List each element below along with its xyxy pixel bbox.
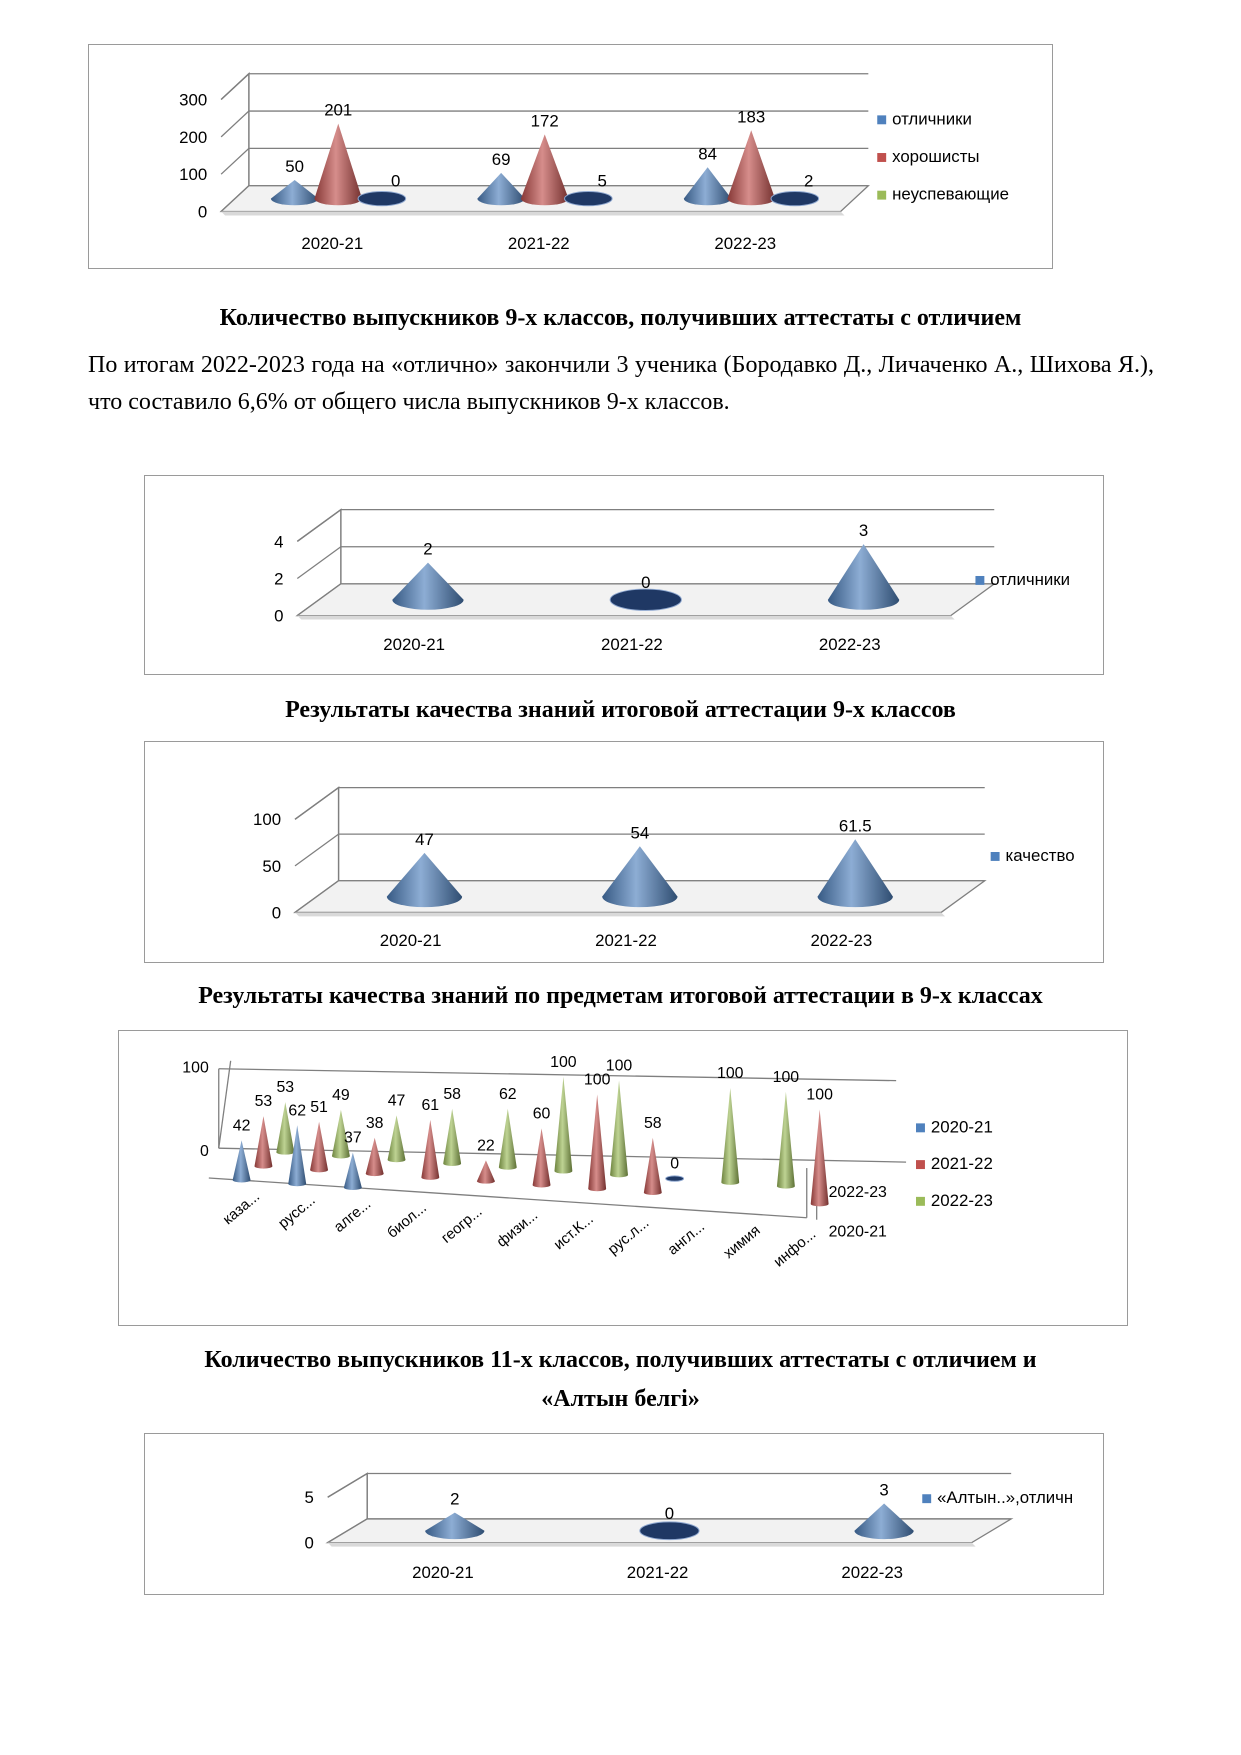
cone-качество: [602, 846, 677, 907]
y-tick-label: 5: [304, 1488, 314, 1508]
heading-11-line2: «Алтын белгі»: [541, 1386, 700, 1412]
chart-floor-edge: [295, 912, 945, 916]
cone-«Алтын..»,отличн: [640, 1522, 699, 1540]
data-label: 100: [583, 1071, 611, 1089]
cone-2021-22: [477, 1160, 495, 1183]
legend-swatch: [877, 115, 886, 124]
cone-2021-22: [421, 1120, 439, 1180]
data-label: 100: [550, 1053, 577, 1071]
chart-floor-edge: [328, 1543, 976, 1547]
x-tick-label: физи...: [494, 1207, 542, 1251]
chart-subjects-9: [118, 1030, 1128, 1326]
heading-11-line1: Количество выпускников 11-х классов, получивших аттестаты с отличием и: [204, 1347, 1037, 1373]
data-label: 3: [858, 521, 869, 541]
data-label: 5: [597, 171, 607, 191]
cone-2022-23: [610, 1080, 628, 1177]
data-label: 22: [477, 1137, 495, 1155]
y-tick-label: 0: [274, 606, 284, 626]
y-tick-label: 200: [179, 127, 208, 147]
data-label: 42: [232, 1117, 251, 1135]
legend-label: отличники: [990, 569, 1071, 589]
cone-неуспевающие: [358, 191, 406, 205]
cone-2022-23: [554, 1077, 572, 1174]
x-tick-label: 2020-21: [379, 931, 442, 951]
data-label: 100: [605, 1057, 633, 1075]
legend-label: «Алтын..»,отличн: [937, 1488, 1074, 1508]
x-tick-label: геогр...: [438, 1203, 486, 1247]
x-tick-label: рус.л...: [605, 1215, 653, 1259]
data-label: 61: [421, 1096, 440, 1114]
y-tick-label: 2: [274, 569, 284, 589]
chart-gridline: [221, 74, 868, 100]
legend-label: неуспевающие: [892, 184, 1010, 204]
x-tick-label: 2020-21: [383, 635, 446, 655]
depth-label: 2022-23: [828, 1183, 887, 1201]
data-label: 49: [332, 1086, 350, 1104]
data-label: 54: [630, 823, 650, 843]
chart-floor-edge: [297, 616, 954, 620]
y-tick-label: 0: [271, 903, 282, 923]
x-tick-label: 2022-23: [818, 635, 881, 655]
legend-swatch: [877, 191, 886, 200]
chart-floor-edge: [221, 212, 844, 216]
data-label: 60: [532, 1105, 551, 1123]
data-label: 62: [288, 1102, 307, 1120]
chart-excellent-9: [144, 475, 1104, 675]
legend-swatch: [916, 1123, 925, 1132]
cone-2021-22: [811, 1109, 829, 1206]
legend-label: отличники: [892, 109, 972, 129]
legend-swatch: [991, 852, 1000, 861]
y-tick-label: 0: [199, 1143, 209, 1161]
cone-2020-21: [233, 1140, 251, 1182]
y-tick-label: 0: [197, 202, 208, 222]
cone-неуспевающие: [771, 191, 819, 205]
data-label: 37: [344, 1129, 362, 1147]
x-tick-label: каза...: [220, 1188, 264, 1229]
data-label: 58: [643, 1114, 662, 1132]
legend-label: качество: [1005, 845, 1075, 865]
data-label: 100: [717, 1065, 744, 1083]
data-label: 0: [670, 1155, 680, 1173]
x-tick-label: русс...: [275, 1192, 319, 1233]
cone-отличники: [828, 544, 899, 610]
data-label: 47: [415, 829, 434, 849]
heading-quality-9: Результаты качества знаний итоговой аттестации 9-х классов: [285, 697, 956, 723]
legend-swatch: [877, 153, 886, 162]
data-label: 69: [491, 149, 511, 169]
legend-swatch: [916, 1197, 925, 1206]
y-tick-label: 0: [304, 1533, 314, 1553]
data-label: 53: [254, 1093, 273, 1111]
cone-2022-23: [666, 1176, 684, 1181]
x-tick-label: 2022-23: [714, 234, 777, 254]
data-label: 51: [310, 1098, 328, 1116]
chart5-svg: [145, 1434, 1103, 1594]
data-label: 201: [324, 100, 353, 120]
legend-label: 2020-21: [930, 1117, 993, 1137]
x-tick-label: 2022-23: [810, 931, 873, 951]
y-tick-label: 300: [179, 90, 208, 110]
data-label: 2: [450, 1489, 460, 1509]
x-tick-label: 2021-22: [507, 234, 570, 254]
data-label: 53: [276, 1079, 295, 1097]
x-tick-label: 2020-21: [412, 1563, 474, 1583]
cone-хорошисты: [521, 134, 569, 205]
data-label: 61.5: [838, 816, 872, 836]
data-label: 0: [664, 1503, 675, 1523]
x-tick-label: 2020-21: [301, 234, 364, 254]
data-label: 100: [806, 1086, 833, 1104]
chart-graduates-9-performance: [88, 44, 1053, 269]
heading-9-excellent: Количество выпускников 9-х классов, получивших аттестаты с отличием: [219, 305, 1022, 331]
y-tick-label: 4: [274, 532, 284, 552]
cone-2022-23: [721, 1088, 739, 1185]
chart1-svg: [89, 45, 1052, 268]
chart-excellent-11: [144, 1433, 1104, 1595]
chart4-svg: [119, 1031, 1127, 1325]
data-label: 3: [879, 1480, 889, 1500]
x-tick-label: 2022-23: [841, 1563, 904, 1583]
chart-gridline: [328, 1474, 1011, 1498]
cone-2021-22: [366, 1138, 384, 1176]
cone-2022-23: [499, 1109, 517, 1170]
data-label: 84: [698, 144, 717, 164]
cone-2021-22: [644, 1138, 662, 1195]
cone-качество: [387, 853, 462, 907]
cone-2021-22: [255, 1116, 273, 1169]
depth-label: 2020-21: [828, 1223, 887, 1241]
x-tick-label: англ...: [665, 1218, 709, 1259]
data-label: 58: [443, 1085, 461, 1103]
data-label: 172: [530, 111, 559, 131]
data-label: 0: [391, 171, 401, 191]
data-label: 100: [772, 1068, 800, 1086]
legend-swatch: [916, 1160, 925, 1169]
y-tick-label: 100: [179, 165, 208, 185]
cone-2021-22: [533, 1128, 551, 1187]
chart3-svg: [145, 742, 1103, 962]
data-label: 2: [804, 171, 814, 191]
data-label: 183: [737, 107, 766, 127]
chart-gridline: [295, 788, 985, 820]
cone-«Алтын..»,отличн: [425, 1513, 484, 1539]
data-label: 50: [285, 157, 305, 177]
legend-swatch: [922, 1494, 931, 1503]
y-tick-label: 100: [182, 1059, 209, 1077]
legend-swatch: [975, 576, 984, 585]
data-label: 2: [423, 539, 433, 559]
chart-quality-9: [144, 741, 1104, 963]
chart2-svg: [145, 476, 1103, 674]
cone-отличники: [610, 589, 681, 610]
data-label: 47: [387, 1092, 406, 1110]
cone-хорошисты: [727, 130, 775, 205]
chart-gridline: [297, 510, 994, 542]
cone-2022-23: [777, 1092, 795, 1189]
legend-label: 2021-22: [930, 1154, 993, 1174]
cone-2020-21: [344, 1153, 362, 1190]
x-tick-label: ист.К...: [551, 1211, 597, 1254]
legend-label: 2022-23: [930, 1190, 993, 1210]
legend-label: хорошисты: [892, 146, 980, 166]
x-tick-label: 2021-22: [595, 931, 657, 951]
chart-left-wall: [219, 1061, 231, 1148]
cone-хорошисты: [314, 124, 362, 206]
cone-неуспевающие: [565, 191, 613, 205]
x-tick-label: 2021-22: [601, 635, 663, 655]
y-tick-label: 100: [253, 810, 282, 830]
data-label: 38: [365, 1114, 384, 1132]
data-label: 62: [498, 1085, 517, 1103]
x-tick-label: химия: [720, 1222, 764, 1263]
x-tick-label: алге...: [331, 1196, 375, 1236]
data-label: 0: [641, 572, 651, 592]
paragraph-9-summary: По итогам 2022-2023 года на «отлично» закончили 3 ученика (Бородавко Д., Личаченко А., Шихова Я.), что составило 6,6% от общего числа выпускников 9-х классов.: [88, 352, 1154, 415]
x-tick-label: биол...: [384, 1199, 430, 1242]
heading-subjects-9: Результаты качества знаний по предметам итоговой аттестации в 9-х классах: [198, 983, 1043, 1009]
y-tick-label: 50: [262, 856, 282, 876]
x-tick-label: инфо...: [771, 1226, 820, 1271]
cone-качество: [818, 839, 893, 907]
x-tick-label: 2021-22: [626, 1563, 689, 1583]
cone-2022-23: [388, 1115, 406, 1162]
cone-2021-22: [588, 1094, 606, 1191]
cone-2021-22: [310, 1122, 328, 1173]
cone-2022-23: [443, 1109, 461, 1166]
